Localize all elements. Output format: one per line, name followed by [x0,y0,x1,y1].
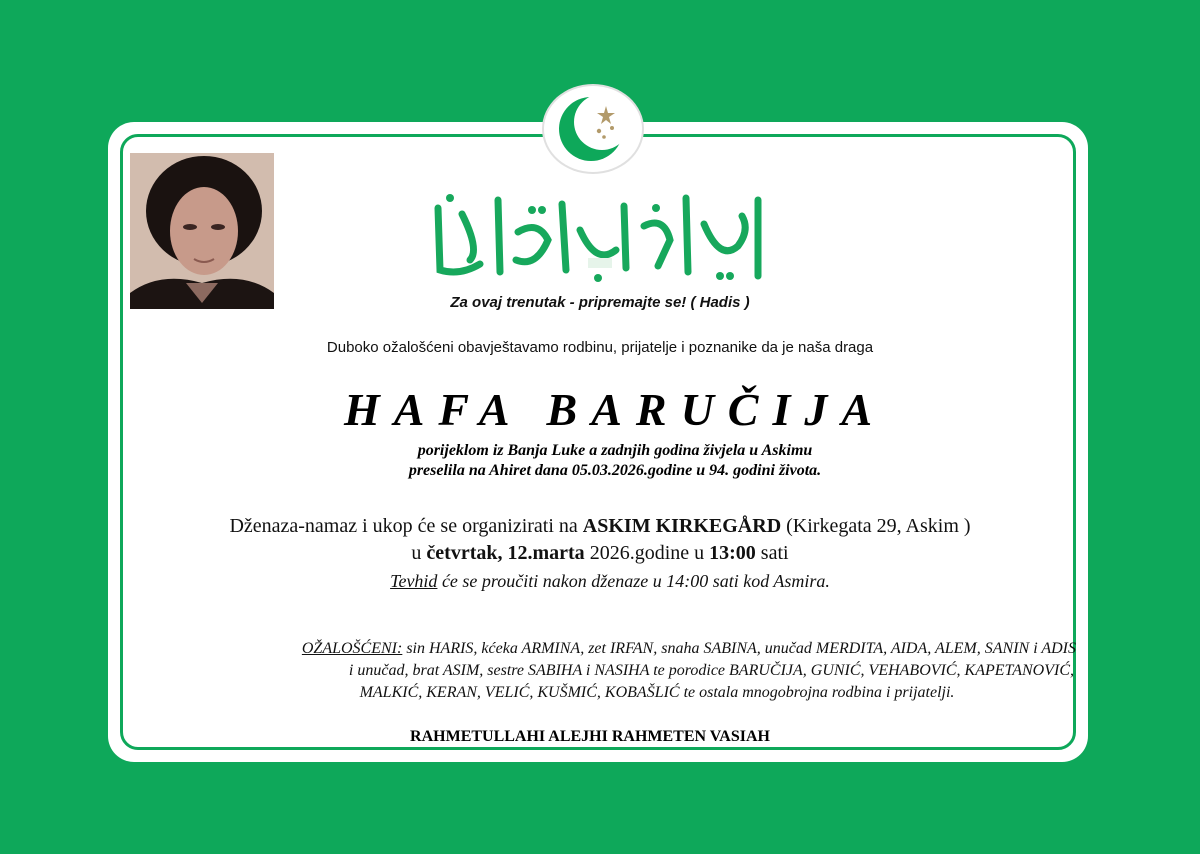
portrait-photo [130,153,274,309]
funeral-time: 13:00 [709,542,756,564]
tevhid-note [0,571,1200,592]
closing-dua: RAHMETULLAHI ALEJHI RAHMETEN VASIAH [410,728,770,745]
funeral-time-line [0,540,1200,567]
hadis-quote: Za ovaj trenutak - pripremajte se! ( Hadis ) [450,294,750,311]
announcement-intro: Duboko ožalošćeni obavještavamo rodbinu, prijatelje i poznanike da je naša draga [326,339,874,356]
funeral-day: četvrtak, 12.marta [426,542,585,564]
tevhid-text: će se proučiti nakon dženaze u 14:00 sati kod Asmira. [437,571,830,591]
deceased-name: HAFA BARUČIJA [343,384,887,435]
funeral-details [0,513,1200,567]
funeral-text: 2026.godine u [584,542,710,564]
mourners-label: OŽALOŠĆENI: [301,640,403,657]
funeral-text: sati [755,542,789,564]
mourners-line: MALKIĆ, KERAN, VELIĆ, KUŠMIĆ, KOBAŠLIĆ te ostala mnogobrojna rodbina i prijatelji. [359,684,955,701]
arabic-calligraphy [420,180,775,290]
mourners-list [128,638,1076,704]
mourners-line [128,638,1076,660]
deceased-passing: preselila na Ahiret dana 05.03.2026.godine u 94. godini života. [408,462,822,479]
mourners-line: i unučad, brat ASIM, sestre SABIHA i NASIHA te porodice BARUČIJA, GUNIĆ, VEHABOVIĆ, KAPETANOVIĆ, [348,662,1074,679]
funeral-text: u [411,542,427,564]
funeral-address: (Kirkegata 29, Askim ) [781,515,971,537]
tevhid-label: Tevhid [390,571,438,591]
funeral-place: ASKIM KIRKEGÅRD [582,515,782,537]
crescent-star-icon [544,86,642,172]
funeral-location-line [0,513,1200,540]
deceased-origin: porijeklom iz Banja Luke a zadnjih godina živjela u Askimu [417,442,813,459]
funeral-text: Dženaza-namaz i ukop će se organizirati na [229,515,583,537]
mourners-text: sin HARIS, kćeka ARMINA, zet IRFAN, snaha SABINA, unučad MERDITA, AIDA, ALEM, SANIN i ADIS [402,640,1076,657]
